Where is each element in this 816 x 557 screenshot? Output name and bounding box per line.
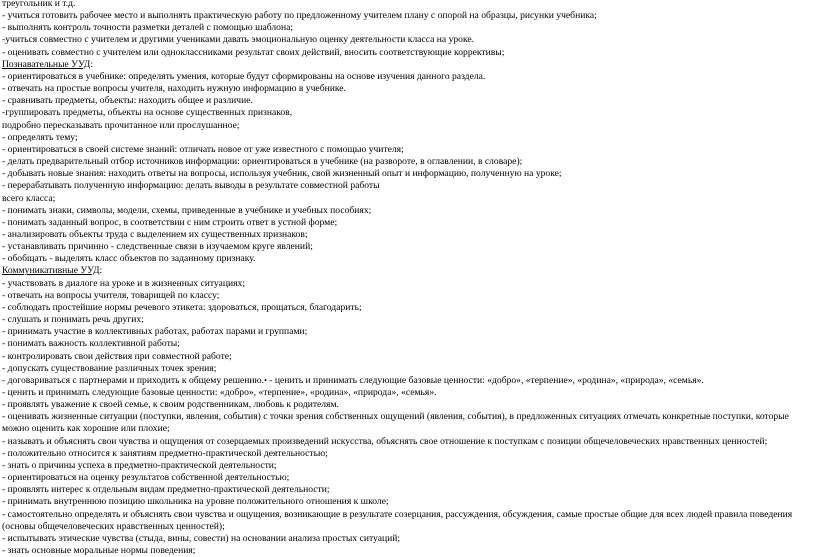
text-line: - оценивать совместно с учителем или одноклассниками результат своих действий, вносить соответствующие коррективы; xyxy=(2,46,505,58)
text-line: -учиться совместно с учителем и другими учениками давать эмоциональную оценку деятельности класса на уроке. xyxy=(2,34,475,46)
text-line: всего класса; xyxy=(2,192,56,204)
text-line: - допускать существование различных точек зрения; xyxy=(2,362,217,374)
text-line: - определять тему; xyxy=(2,131,78,143)
section-heading-label: Познавательные УУД xyxy=(2,58,91,70)
text-line: - выполнять контроль точности разметки деталей с помощью шаблона; xyxy=(2,22,294,34)
text-line: - проявлять интерес к отдельным видам предметно-практической деятельности; xyxy=(2,484,330,496)
bullet-icon: • xyxy=(264,375,267,385)
text-line: - положительно относится к занятиям предметно-практической деятельностью; xyxy=(2,447,328,459)
text-line: - принимать участие в коллективных работах, работах парами и группами; xyxy=(2,326,308,338)
text-line: - ориентироваться в своей системе знаний: отличать новое от уже известного с помощью учителя; xyxy=(2,143,404,155)
text-line: - учиться готовить рабочее место и выполнять практическую работу по предложенному учителем плану с опорой на образцы, рисунки учебника; xyxy=(2,10,597,22)
text-line: - испытывать этические чувства (стыда, вины, совести) на основании анализа простых ситуаций; xyxy=(2,532,401,544)
text-line: - добывать новые знания: находить ответы на вопросы, используя учебник, свой жизненный опыт и информацию, полученную на уроке; xyxy=(2,168,562,180)
text-line: - соблюдать простейшие нормы речевого этикета: здороваться, прощаться, благодарить; xyxy=(2,301,362,313)
section-heading xyxy=(2,59,814,71)
text-line: - анализировать объекты труда с выделением их существенных признаков; xyxy=(2,228,308,240)
text-line: - понимать знаки, символы, модели, схемы, приведенные в учебнике и учебных пособиях; xyxy=(2,204,372,216)
text-line: - обобщать - выделять класс объектов по заданному признаку. xyxy=(2,253,256,265)
text-line: треугольник и т.д. xyxy=(2,0,76,9)
text-line: - называть и объяснять свои чувства и ощущения от созерцаемых произведений искусства, объяснять свое отношение к поступкам с позиции общечеловеческих нравственных ценностей; xyxy=(2,435,768,447)
text-line: - ценить и принимать следующие базовые ценности: «добро», «терпение», «родина», «природа», «семья». xyxy=(2,387,437,398)
text-line: подробно пересказывать прочитанное или прослушанное; xyxy=(2,119,240,131)
text-line: - контролировать свои действия при совместной работе; xyxy=(2,350,232,362)
text-line: - знать о причины успеха в предметно-практической деятельности; xyxy=(2,459,277,471)
text-line: - отвечать на простые вопросы учителя, находить нужную информацию в учебнике. xyxy=(2,83,346,95)
text-line-part: - договариваться с партнерами и приходить к общему решению. xyxy=(2,374,265,386)
text-line: - слушать и понимать речь других; xyxy=(2,314,144,326)
section-heading xyxy=(2,265,814,277)
text-line: - самостоятельно определять и объяснять свои чувства и ощущения, возникающие в результате созерцания, рассуждения, обсуждения, самые простые общие для всех людей правила поведения xyxy=(2,508,793,520)
text-line: - принимать внутреннюю позицию школьника на уровне положительного отношения к школе; xyxy=(2,496,389,508)
text-line: - устанавливать причинно - следственные связи в изучаемом круге явлений; xyxy=(2,241,313,253)
text-line: - понимать важность коллективной работы; xyxy=(2,338,180,350)
text-line: - сравнивать предметы, объекты: находить общее и различие. xyxy=(2,95,253,107)
text-line: - ориентироваться на оценку результатов собственной деятельностью; xyxy=(2,472,290,484)
text-line: - знать основные моральные нормы поведения; xyxy=(2,545,196,557)
heading-colon: : xyxy=(99,265,103,277)
text-line: можно оценить как хорошие или плохие; xyxy=(2,423,170,435)
document-body xyxy=(2,0,814,557)
heading-colon: : xyxy=(90,58,94,70)
text-line: - ориентироваться в учебнике: определять умения, которые будут сформированы на основе изучения данного раздела. xyxy=(2,70,486,82)
text-line: - отвечать на вопросы учителя, товарищей по классу; xyxy=(2,289,220,301)
text-line: (основы общечеловеческих нравственных ценностей); xyxy=(2,520,225,532)
text-line: - проявлять уважение к своей семье, к своим родственникам, любовь к родителям. xyxy=(2,399,339,411)
text-line: - делать предварительный отбор источников информации: ориентироваться в учебнике (на развороте, в оглавлении, в словаре); xyxy=(2,156,523,168)
text-line: - перерабатывать полученную информацию: делать выводы в результате совместной работы xyxy=(2,180,380,192)
section-heading-label: Коммуникативные УУД xyxy=(2,265,100,277)
text-line: - участвовать в диалоге на уроке и в жизненных ситуациях; xyxy=(2,277,246,289)
text-line-part: - ценить и принимать следующие базовые ценности: «добро», «терпение», «родина», «природа», «семья». xyxy=(266,374,704,386)
text-line: - оценивать жизненные ситуации (поступки, явления, события) с точки зрения собственных ощущений (явления, события), в предложенных ситуациях отмечать конкретные поступки, которые xyxy=(2,411,789,423)
text-line xyxy=(2,375,814,387)
text-line: - понимать заданный вопрос, в соответствии с ним строить ответ в устной форме; xyxy=(2,216,338,228)
text-line: -группировать предметы, объекты на основе существенных признаков, xyxy=(2,107,293,119)
